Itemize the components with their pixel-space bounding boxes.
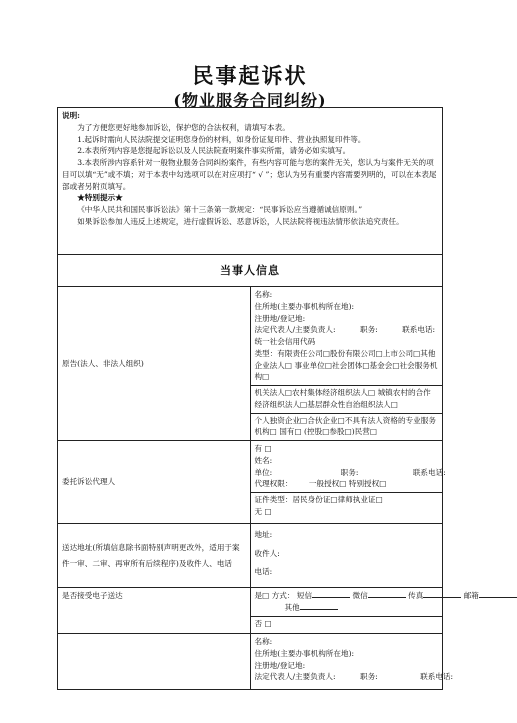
fax-option[interactable]: 传真 — [408, 591, 461, 600]
plaintiff-credit-code-field[interactable]: 统一社会信用代码 — [254, 337, 316, 347]
notes-line: 为了方便您更好地参加诉讼，保护您的合法权利，请填写本表。 — [77, 122, 290, 132]
recipient-field[interactable]: 收件人: — [254, 548, 280, 558]
notes-line: 1.起诉时需向人民法院提交证明您身份的材料，如身份证复印件、营业执照复印件等。 — [77, 134, 366, 144]
agent-row — [58, 441, 443, 524]
plaintiff-label: 原告(法人、非法人组织) — [58, 287, 251, 441]
plaintiff-reg-address-field[interactable]: 注册地/登记地: — [254, 313, 306, 323]
defendant-label — [58, 634, 251, 690]
defendant-phone-field[interactable]: 联系电话: — [420, 672, 454, 682]
document-subtitle: (物业服务合同纠纷) — [173, 91, 327, 110]
recipient-phone-field[interactable]: 电话: — [254, 567, 273, 577]
plaintiff-position-field[interactable]: 职务: — [359, 325, 378, 335]
service-address-field[interactable]: 地址: — [254, 530, 273, 540]
sms-option[interactable]: 短信 — [297, 591, 350, 600]
defendant-fields — [250, 634, 454, 690]
other-option[interactable]: 其他 — [285, 603, 338, 612]
general-authority-checkbox[interactable]: 一般授权□ — [308, 479, 347, 489]
defendant-legal-rep-field[interactable]: 法定代表人/主要负责人: — [254, 672, 336, 682]
notes-line: 3.本表所涉内容系针对一般物业服务合同纠纷案件，有些内容可能与您的案件无关，您认为与案件无关的项目可以填“无”或不填；对于本表中勾选项可以在对应项打“ √ ”；您认为另有重要内容需要列明的，可以在本表尾部或者另附页填写。 — [62, 158, 437, 191]
defendant-reg-address-field[interactable]: 注册地/登记地: — [254, 660, 306, 670]
defendant-name-field[interactable]: 名称: — [254, 637, 273, 647]
agent-label: 委托诉讼代理人 — [58, 441, 251, 524]
service-address-label: 送达地址(所填信息除书面特别声明更改外，适用于案件一审、二审、再审所有后续程序)及收件人、电话 — [58, 524, 251, 588]
agent-authority-label: 代理权限： — [254, 479, 293, 489]
agent-name-field[interactable]: 姓名: — [254, 455, 273, 465]
plaintiff-address-field[interactable]: 住所地(主要办事机构所在地): — [254, 301, 355, 311]
notes-heading: 说明: — [62, 111, 80, 120]
plaintiff-type-options[interactable]: 机关法人□农村集体经济组织法人□ 城镇农村的合作经济组织法人□基层群众性自治组织法人□ — [251, 385, 443, 411]
e-service-label: 是否接受电子送达 — [58, 588, 251, 634]
e-service-fields — [250, 588, 479, 634]
notes-cell — [58, 108, 443, 255]
wechat-option[interactable]: 微信 — [353, 591, 406, 600]
plaintiff-type-options[interactable]: 个人独资企业□合伙企业□不具有法人资格的专业服务机构□ 国有□ (控股□参股□)民营□ — [251, 413, 443, 439]
defendant-row — [58, 634, 443, 690]
complaint-form-table — [57, 107, 479, 690]
plaintiff-fields — [250, 287, 443, 441]
plaintiff-name-field[interactable]: 名称: — [254, 290, 273, 299]
plaintiff-legal-rep-field[interactable]: 法定代表人/主要负责人: — [254, 325, 336, 335]
plaintiff-row — [58, 287, 443, 441]
agent-position-field[interactable]: 职务: — [340, 467, 359, 477]
email-option[interactable]: 邮箱 — [464, 591, 517, 600]
section-row — [58, 255, 443, 287]
special-authority-checkbox[interactable]: 特别授权□ — [348, 479, 387, 489]
agent-has-checkbox[interactable]: 有 □ — [254, 444, 272, 454]
e-service-yes-checkbox[interactable]: 是□ 方式： — [254, 591, 295, 601]
service-address-fields — [250, 524, 443, 588]
service-address-row — [58, 524, 443, 588]
agent-phone-field[interactable]: 联系电话: — [412, 467, 446, 477]
notes-row — [58, 108, 443, 255]
plaintiff-type-options[interactable]: 类型：有限责任公司□股份有限公司□上市公司□其他企业法人□ 事业单位□社会团体□基金会□社会服务机构□ — [254, 348, 438, 382]
e-service-no-checkbox[interactable]: 否 □ — [251, 616, 443, 630]
tip-heading: ★特别提示★ — [77, 193, 123, 203]
defendant-address-field[interactable]: 住所地(主要办事机构所在地): — [254, 648, 355, 658]
agent-none-checkbox[interactable]: 无 □ — [254, 507, 272, 517]
plaintiff-phone-field[interactable]: 联系电话: — [402, 325, 436, 335]
notes-line: 2.本表所列内容是您提起诉讼以及人民法院查明案件事实所需，请务必如实填写。 — [77, 146, 351, 156]
document-title: 民事起诉状 — [192, 63, 308, 88]
tip-line: 《中华人民共和国民事诉讼法》第十三条第一款规定：“民事诉讼应当遵循诚信原则。” — [77, 205, 363, 215]
section-title: 当事人信息 — [58, 255, 443, 287]
agent-unit-field[interactable]: 单位: — [254, 467, 273, 477]
tip-line: 如果诉讼参加人违反上述规定，进行虚假诉讼、恶意诉讼，人民法院将视违法情形依法追究责任。 — [77, 216, 404, 226]
agent-fields — [250, 441, 446, 524]
e-service-row — [58, 588, 443, 634]
agent-cert-options[interactable]: 证件类型：居民身份证□律师执业证□ — [251, 492, 443, 506]
defendant-position-field[interactable]: 职务: — [359, 672, 378, 682]
